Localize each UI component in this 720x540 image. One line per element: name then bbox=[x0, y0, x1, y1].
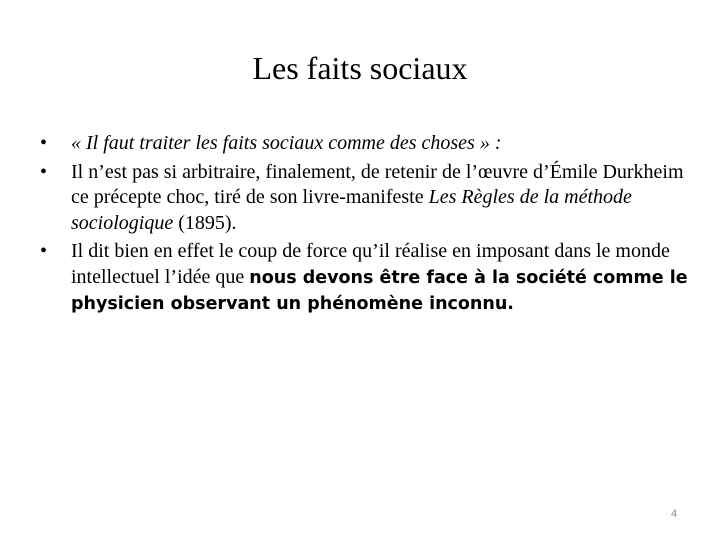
bullet-dot-icon: • bbox=[40, 132, 48, 154]
book-title: Les Règles de la méthode sociologique bbox=[71, 186, 632, 234]
bullet-text: Il n’est pas si arbitraire, finalement, de retenir de l’œuvre d’Émile Durkheim ce précepte choc, tiré de son livre-manifeste bbox=[71, 160, 684, 208]
bullet-dot-icon: • bbox=[40, 160, 48, 183]
bullet-text-end: (1895). bbox=[173, 211, 237, 234]
slide-title: Les faits sociaux bbox=[252, 50, 468, 86]
bullet-text: Il dit bien en effet le coup de force qu’il réalise en imposant dans le monde intellectuel l’idée que bbox=[71, 240, 670, 288]
quote-text: « Il faut traiter les faits sociaux comme des choses » : bbox=[71, 132, 502, 154]
bullet-item-2 bbox=[40, 160, 690, 237]
emphasis-text: nous devons être face à la société comme le physicien observant un phénomène inconnu. bbox=[71, 267, 688, 314]
bullet-dot-icon: • bbox=[40, 240, 48, 262]
page-number: 4 bbox=[670, 508, 678, 520]
bullet-item-1 bbox=[40, 131, 690, 157]
bullet-list bbox=[40, 131, 690, 321]
bullet-item-3 bbox=[40, 239, 690, 318]
